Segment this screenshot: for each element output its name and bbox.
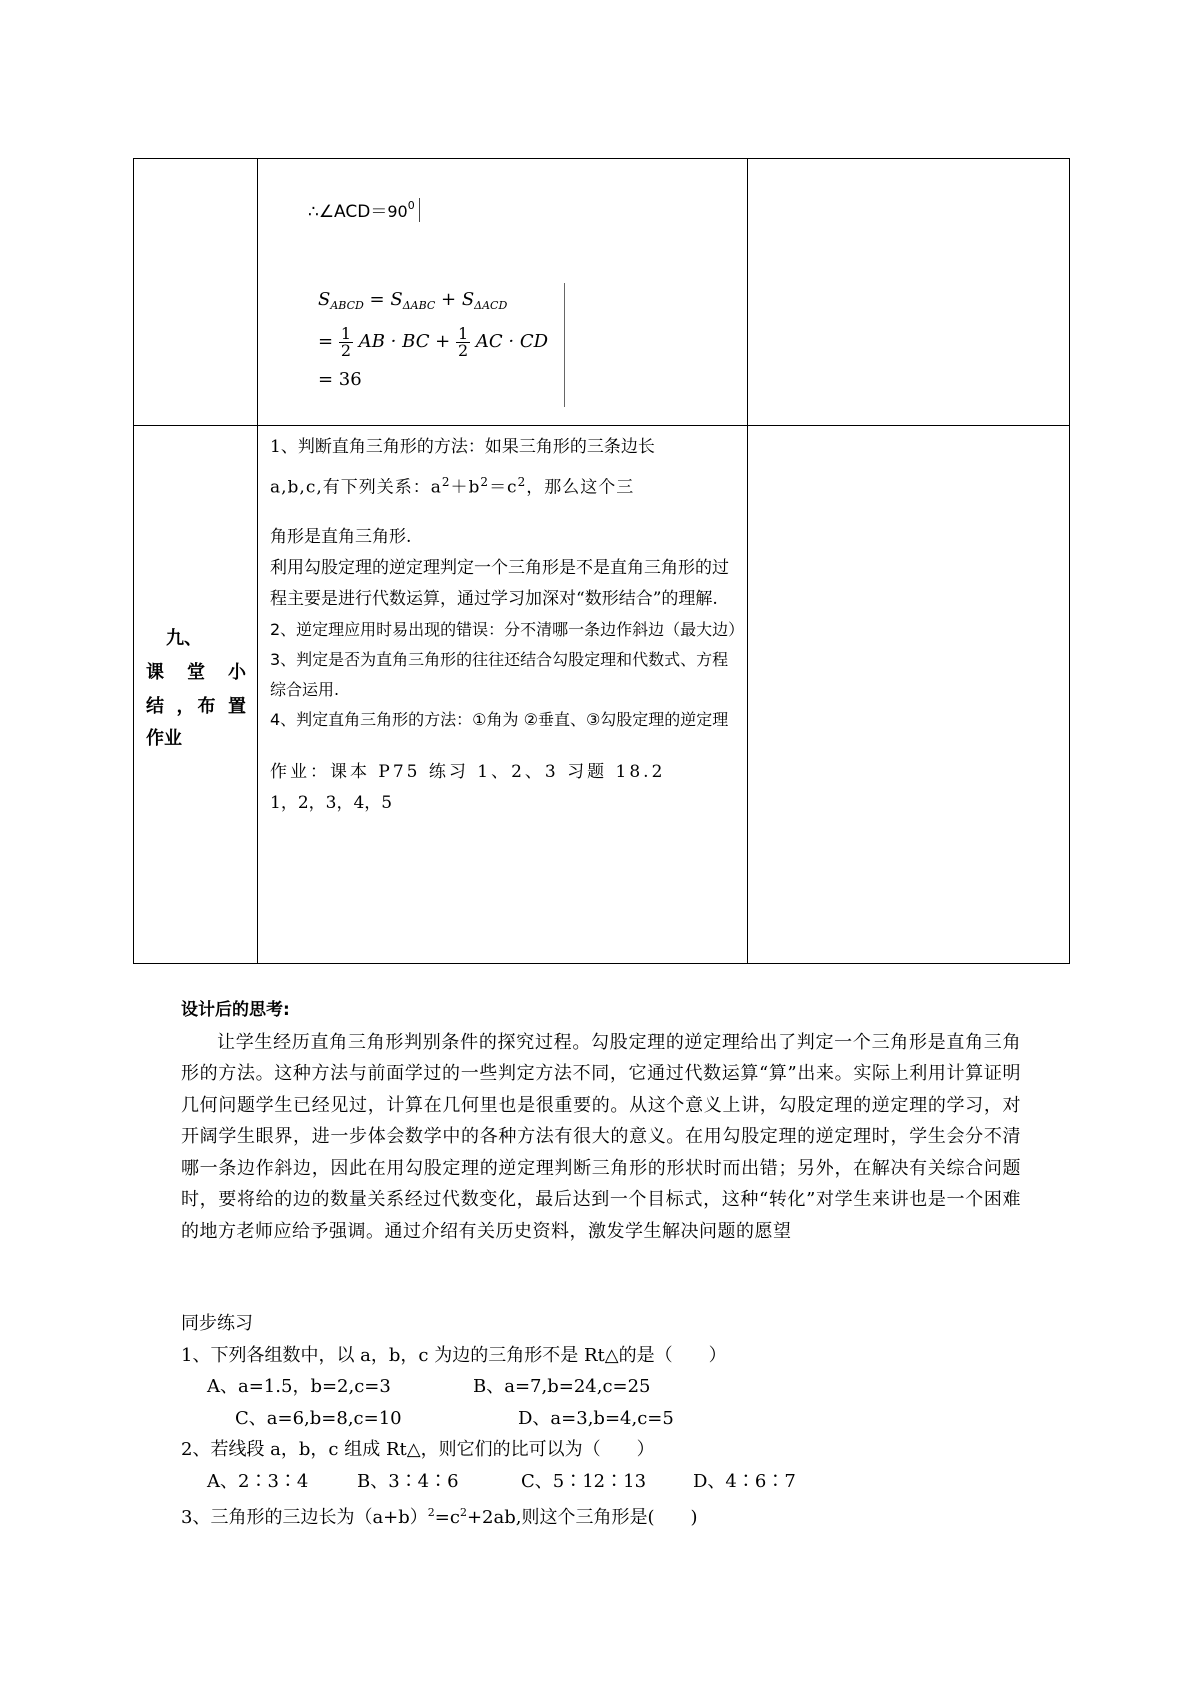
summary-point-3: 3、判定是否为直角三角形的往往还结合勾股定理和代数式、方程综合运用. [270,649,729,699]
option-a: A、a=1.5，b=2,c=3 [207,1376,391,1397]
section-label-line: 结 ，布 置 [146,696,246,717]
summary-point-converse: 利用勾股定理的逆定理判定一个三角形是不是直角三角形的过程主要是进行代数运算，通过学习加深对“数形结合”的理解. [270,557,729,609]
summary-point-2: 2、逆定理应用时易出现的错误：分不清哪一条边作斜边（最大边） [270,619,745,639]
practice-title: 同步练习 [181,1313,253,1334]
options-row [181,1371,1021,1403]
area-formula [318,287,548,397]
option-a: A、2∶3∶4 [207,1470,309,1492]
pythagorean-relation: a,b,c,有下列关系：$a^2+b^2=c^2$，那么这个三 [270,475,635,498]
option-d: D、4∶6∶7 [693,1470,796,1492]
question-2: 2、若线段 a，b，c 组成 Rt△，则它们的比可以为（ ） [181,1439,655,1460]
angle-conclusion [308,197,420,222]
summary-point-1-end: 角形是直角三角形. [270,526,412,547]
option-c: C、5∶12∶13 [521,1470,647,1492]
reflection-title: 设计后的思考: [181,1000,290,1020]
section-number: 九、 [166,628,202,649]
formula-line-3: = 36 [318,369,362,390]
option-b: B、3∶4∶6 [357,1470,459,1492]
option-b: B、a=7,b=24,c=25 [473,1376,651,1397]
label-cell-empty [134,159,258,426]
practice-section [181,1308,1021,1534]
option-d: D、a=3,b=4,c=5 [518,1407,674,1429]
table-row [134,426,1070,964]
option-c: C、a=6,b=8,c=10 [235,1407,402,1429]
section-label-line: 课 堂 小 [146,662,246,683]
fraction-half-1: $\frac{1}{2}$ [340,323,351,360]
degree-sup: 0 [407,199,415,212]
reflection-section [181,995,1021,1247]
section-label-cell [134,426,258,964]
notes-cell-1 [748,159,1070,426]
cursor-bar [419,198,420,222]
lesson-table [133,158,1070,964]
section-label-line: 作业 [146,728,182,749]
reflection-body: 让学生经历直角三角形判别条件的探究过程。勾股定理的逆定理给出了判定一个三角形是直角三角形的方法。这种方法与前面学过的一些判定方法不同，它通过代数运算“算”出来。实际上利用计算证明几何问题学生已经见过，计算在几何里也是很重要的。从这个意义上讲，勾股定理的逆定理的学习，对开阔学生眼界，进一步体会数学中的各种方法有很大的意义。在用勾股定理的逆定理时，学生会分不清哪一条边作斜边，因此在用勾股定理的逆定理判断三角形的形状时而出错；另外，在解决有关综合问题时，要将给的边的数量关系经过代数变化，最后达到一个目标式，这种“转化”对学生来讲也是一个困难的地方老师应给予强调。通过介绍有关历史资料，激发学生解决问题的愿望 [181,1031,1021,1242]
formula-border [564,283,565,407]
formula-line-2: = $\frac{1}{2}$ AB · BC + $\frac{1}{2}$ AC · CD [318,323,549,360]
table-row [134,159,1070,426]
summary-point-1: 1、判断直角三角形的方法：如果三角形的三条边长 [270,437,655,457]
degree-value: 90 [387,202,408,221]
fraction-half-2: $\frac{1}{2}$ [458,323,469,360]
question-1: 1、下列各组数中，以 a，b，c 为边的三角形不是 Rt△的是（ ） [181,1344,727,1366]
question-3: 3、三角形的三边长为$(a+b)^2=c^2+2ab$,则这个三角形是( ) [181,1506,698,1528]
notes-cell-2 [748,426,1070,964]
options-row [181,1466,1021,1498]
therefore-text: ∴∠ACD＝ [308,202,388,222]
summary-cell [258,426,748,964]
homework-line-2: 1，2，3，4，5 [270,792,393,813]
summary-point-4: 4、判定直角三角形的方法：①角为 ②垂直、③勾股定理的逆定理 [270,709,729,729]
options-row [181,1403,1021,1435]
homework-line: 作业：课本 P75 练习 1、2、3 习题 18.2 [270,761,666,782]
formula-line-1: $S_{ABCD} = S_{\Delta ABC} + S_{\Delta ACD}$ [318,289,508,312]
proof-cell [258,159,748,426]
